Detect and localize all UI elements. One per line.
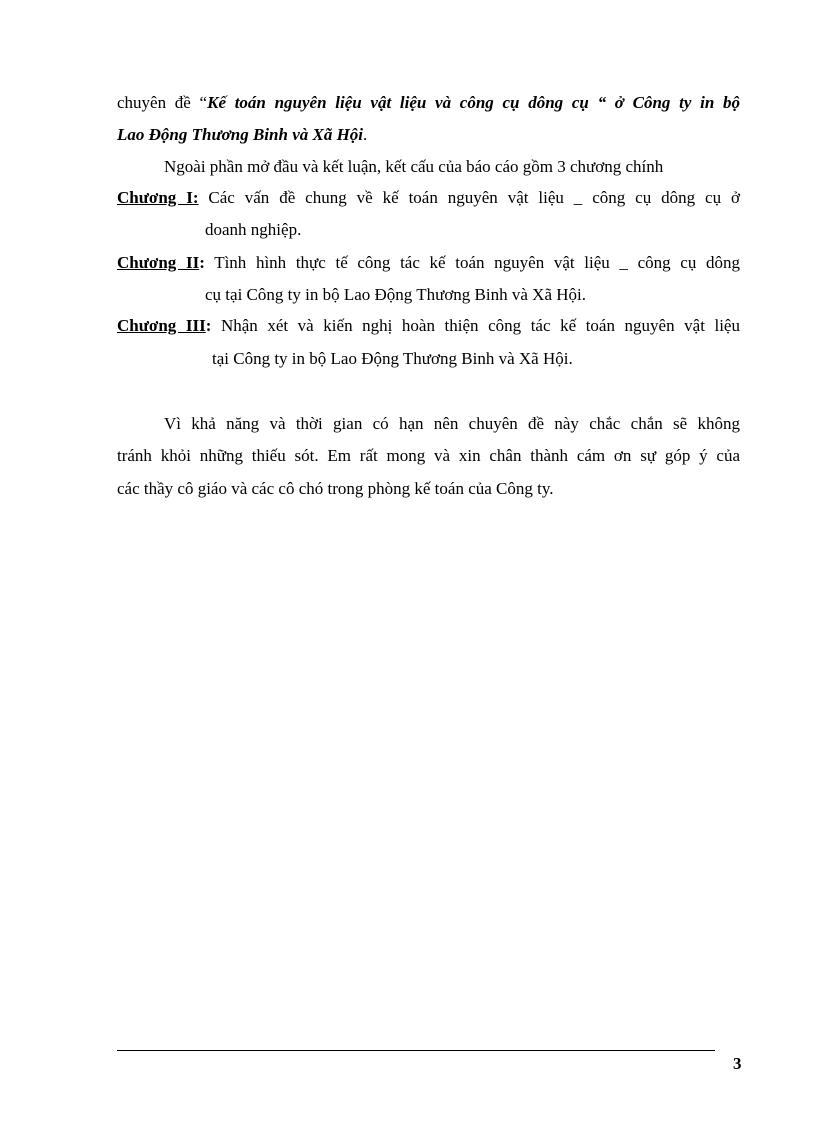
chapter-3-colon: : (205, 316, 212, 335)
closing-text-3: các thầy cô giáo và các cô chó trong phòng kế toán của Công ty. (117, 479, 554, 498)
closing-line-2 (117, 444, 740, 468)
chapter-3-title-part-1: Nhận xét và kiến nghị hoàn thiện công tác kế toán nguyên vật liệu (211, 316, 740, 335)
structure-intro (164, 155, 740, 179)
chapter-3-title-part-2: tại Công ty in bộ Lao Động Thương Binh và Xã Hội. (212, 349, 573, 368)
closing-text-1: Vì khả năng và thời gian có hạn nên chuyên đề này chắc chắn sẽ không (164, 414, 740, 433)
company-name: Lao Động Thương Binh và Xã Hội (117, 125, 364, 144)
chapter-1-title-part-2: doanh nghiệp. (205, 220, 302, 239)
page-number: 3 (733, 1054, 742, 1073)
chapter-3-line-1 (117, 314, 740, 338)
chapter-2-label: Chương II (117, 253, 200, 272)
closing-text-2: tránh khỏi những thiếu sót. Em rất mong và xin chân thành cám ơn sự góp ý của (117, 446, 740, 465)
chapter-3-label: Chương III (117, 316, 206, 335)
chapter-2-line-2 (205, 283, 740, 307)
intro-line-1 (117, 91, 740, 115)
chapter-1-line-2 (205, 218, 740, 242)
chapter-3-line-2 (212, 347, 740, 371)
chapter-1-line-1 (117, 186, 740, 210)
intro-suffix: . (363, 125, 368, 144)
chapter-2-line-1 (117, 251, 740, 275)
closing-line-3 (117, 477, 740, 501)
chapter-1-title-part-1: Các vấn đề chung về kế toán nguyên vật liệu _ công cụ dông cụ ở (198, 188, 741, 207)
report-topic-title: Kế toán nguyên liệu vật liệu và công cụ dông cụ “ ở Công ty in bộ (207, 93, 740, 112)
intro-line-2 (117, 123, 740, 147)
chapter-2-title-part-1: Tình hình thực tế công tác kế toán nguyên vật liệu _ công cụ dông (204, 253, 740, 272)
footer-rule (117, 1050, 715, 1051)
closing-line-1 (164, 412, 740, 436)
chapter-2-colon: : (199, 253, 205, 272)
chapter-2-title-part-2: cụ tại Công ty in bộ Lao Động Thương Binh và Xã Hội. (205, 285, 586, 304)
structure-intro-text: Ngoài phần mở đầu và kết luận, kết cấu của báo cáo gồm 3 chương chính (164, 157, 664, 176)
intro-prefix: chuyên đề “ (117, 93, 208, 112)
chapter-1-label: Chương I: (117, 188, 199, 207)
